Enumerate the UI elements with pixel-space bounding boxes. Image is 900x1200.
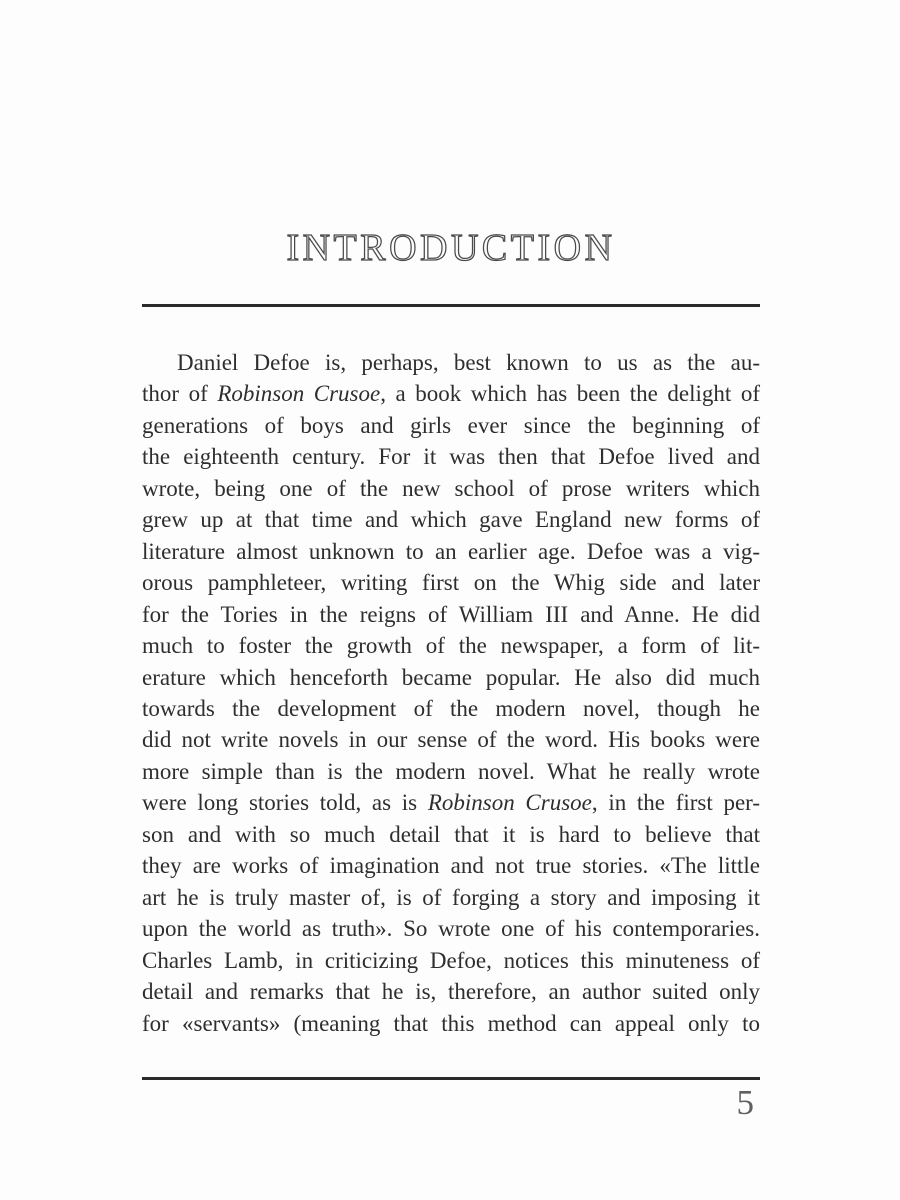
text-segment: detail and remarks that he is, therefore, an author suited only — [142, 979, 760, 1005]
text-segment: thor of — [142, 381, 218, 407]
text-segment: the eighteenth century. For it was then that Defoe lived and — [142, 444, 760, 470]
text-segment: were long stories told, as is — [142, 790, 428, 816]
text-segment: grew up at that time and which gave England new forms of — [142, 507, 760, 533]
italic-book-title: Robinson Crusoe — [427, 790, 592, 816]
text-line — [142, 567, 760, 598]
text-segment: , a book which has been the delight of — [380, 381, 760, 407]
text-line — [142, 913, 760, 944]
chapter-title: INTRODUCTION — [286, 227, 616, 269]
text-line — [142, 756, 760, 787]
text-segment: for the Tories in the reigns of William III and Anne. He did — [142, 601, 760, 627]
text-segment: more simple than is the modern novel. What he really wrote — [142, 758, 760, 784]
text-line — [142, 504, 760, 535]
text-segment: upon the world as truth». So wrote one of his contemporaries. — [142, 916, 760, 942]
text-segment: orous pamphleteer, writing first on the Whig side and later — [142, 570, 760, 596]
text-line — [142, 882, 760, 913]
text-line — [142, 410, 760, 441]
text-line — [142, 724, 760, 755]
text-segment: for «servants» (meaning that this method can appeal only to — [142, 1010, 760, 1036]
text-line — [142, 819, 760, 850]
text-line — [142, 850, 760, 881]
text-segment: did not write novels in our sense of the word. His books were — [142, 727, 760, 753]
text-line — [142, 787, 760, 818]
top-rule — [142, 304, 760, 307]
text-segment: they are works of imagination and not true stories. «The little — [142, 853, 760, 879]
text-line — [142, 1008, 760, 1039]
text-line — [142, 630, 760, 661]
text-segment: art he is truly master of, is of forging a story and imposing it — [142, 884, 760, 910]
text-segment: Charles Lamb, in criticizing Defoe, notices this minuteness of — [142, 947, 760, 973]
text-line — [142, 662, 760, 693]
text-segment: Daniel Defoe is, perhaps, best known to us as the au- — [177, 350, 760, 375]
bottom-rule — [142, 1077, 760, 1080]
text-segment: son and with so much detail that it is hard to believe that — [142, 821, 760, 847]
text-segment: erature which henceforth became popular. He also did much — [142, 664, 760, 690]
text-segment: , in the first per- — [591, 790, 761, 816]
text-line — [142, 976, 760, 1007]
text-line — [142, 599, 760, 630]
text-line — [142, 378, 760, 409]
text-line — [142, 693, 760, 724]
page-number: 5 — [736, 1083, 754, 1122]
text-segment: wrote, being one of the new school of prose writers which — [142, 475, 760, 501]
text-segment: towards the development of the modern novel, though he — [142, 695, 760, 721]
text-line — [142, 473, 760, 504]
text-line — [142, 536, 760, 567]
text-line — [142, 945, 760, 976]
text-segment: much to foster the growth of the newspaper, a form of lit- — [142, 633, 760, 659]
italic-book-title: Robinson Crusoe — [217, 381, 381, 407]
text-line — [142, 347, 760, 378]
paragraph — [142, 347, 760, 1039]
text-segment: generations of boys and girls ever since the beginning of — [142, 412, 760, 438]
text-segment: literature almost unknown to an earlier age. Defoe was a vig- — [142, 538, 760, 564]
text-line — [142, 441, 760, 472]
